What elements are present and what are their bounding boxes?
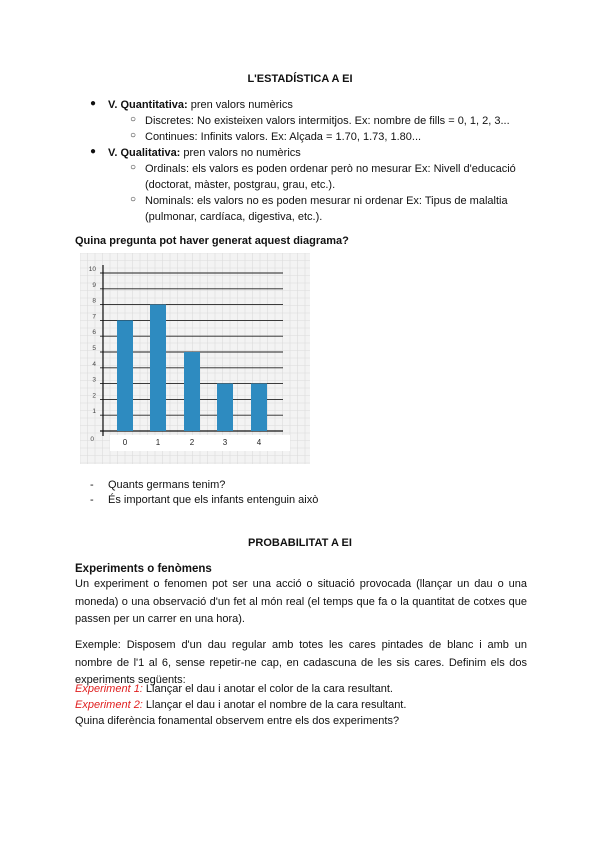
experiment-2 — [75, 697, 406, 713]
list-subitem-cont: (pulmonar, cardíaca, digestiva, etc.). — [145, 211, 323, 223]
y-tick-label: 4 — [92, 360, 96, 368]
circle-bullet-icon: ○ — [130, 130, 137, 141]
circle-bullet-icon: ○ — [130, 114, 137, 125]
circle-bullet-icon: ○ — [130, 194, 137, 205]
list-subitem-cont: (doctorat, màster, postgrau, grau, etc.). — [145, 179, 336, 191]
bar — [251, 384, 267, 431]
list-subitem: Continues: Infinits valors. Ex: Alçada = 1.70, 1.73, 1.80... — [145, 131, 422, 143]
y-tick-label: 6 — [92, 329, 96, 337]
bullet-icon: ● — [90, 146, 97, 157]
list-item-qualitative — [108, 145, 301, 161]
item-label: V. Qualitativa: — [108, 147, 181, 159]
section-title-statistics: L'ESTADÍSTICA A EI — [247, 73, 353, 85]
x-label-band — [110, 435, 290, 451]
chart-question: Quina pregunta pot haver generat aquest diagrama? — [75, 235, 349, 247]
list-subitem: Nominals: els valors no es poden mesurar ni ordenar Ex: Tipus de malaltia — [145, 195, 508, 207]
item-text: pren valors no numèrics — [180, 147, 301, 159]
bullet-icon: ● — [90, 98, 97, 109]
final-question: Quina diferència fonamental observem entre els dos experiments? — [75, 715, 400, 727]
item-label: V. Quantitativa: — [108, 99, 188, 111]
subtitle: Experiments o fenòmens — [75, 563, 212, 575]
x-tick-label: 1 — [155, 438, 161, 447]
y-tick-label: 3 — [92, 376, 96, 384]
x-tick-label: 2 — [189, 438, 195, 447]
circle-bullet-icon: ○ — [130, 162, 137, 173]
experiment-1-text: Llançar el dau i anotar el color de la cara resultant. — [142, 683, 393, 695]
paragraph-example: Exemple: Disposem d'un dau regular amb totes les cares pintades de blanc i amb un nombre de l'1 al 6, sense repetir-ne cap, en cadascuna de les sis cares. Definim els dos experiments següents: — [75, 639, 527, 686]
dash: - — [90, 479, 94, 491]
y-tick-label: 1 — [92, 408, 96, 416]
x-tick-label: 3 — [222, 438, 228, 447]
section-title-probability: PROBABILITAT A EI — [248, 537, 352, 549]
experiment-2-text: Llançar el dau i anotar el nombre de la cara resultant. — [142, 699, 407, 711]
bar — [184, 352, 200, 431]
y-tick-label: 7 — [92, 313, 96, 321]
list-subitem: Ordinals: els valors es poden ordenar però no mesurar Ex: Nivell d'educació — [145, 163, 516, 175]
y-tick-label: 9 — [92, 281, 96, 289]
x-tick-label: 4 — [256, 438, 262, 447]
dash: - — [90, 494, 94, 506]
y-tick-label: 5 — [92, 345, 96, 352]
bar — [217, 384, 233, 431]
paragraph: Un experiment o fenomen pot ser una acció o situació provocada (llançar un dau o una moneda) o una observació d'un fet al món real (el temps que fa o la quantitat de cotxes que passen per un carrer en una hora). — [75, 578, 527, 625]
y-tick-label: 0 — [90, 436, 94, 443]
experiment-1-label: Experiment 1: — [75, 683, 143, 695]
y-tick-label: 2 — [92, 392, 96, 400]
experiment-1 — [75, 681, 393, 697]
answer-item: És important que els infants entenguin això — [108, 494, 319, 506]
bar-chart-image — [80, 253, 310, 464]
list-item-quantitative — [108, 97, 293, 113]
y-tick-label: 8 — [92, 297, 96, 305]
y-tick-label: 10 — [88, 266, 96, 273]
bar — [150, 305, 166, 431]
answer-item: Quants germans tenim? — [108, 479, 226, 491]
bar — [117, 320, 133, 431]
item-text: pren valors numèrics — [187, 99, 293, 111]
experiment-2-label: Experiment 2: — [75, 699, 143, 711]
list-subitem: Discretes: No existeixen valors intermitjos. Ex: nombre de fills = 0, 1, 2, 3... — [145, 115, 510, 127]
x-tick-label: 0 — [122, 438, 128, 447]
